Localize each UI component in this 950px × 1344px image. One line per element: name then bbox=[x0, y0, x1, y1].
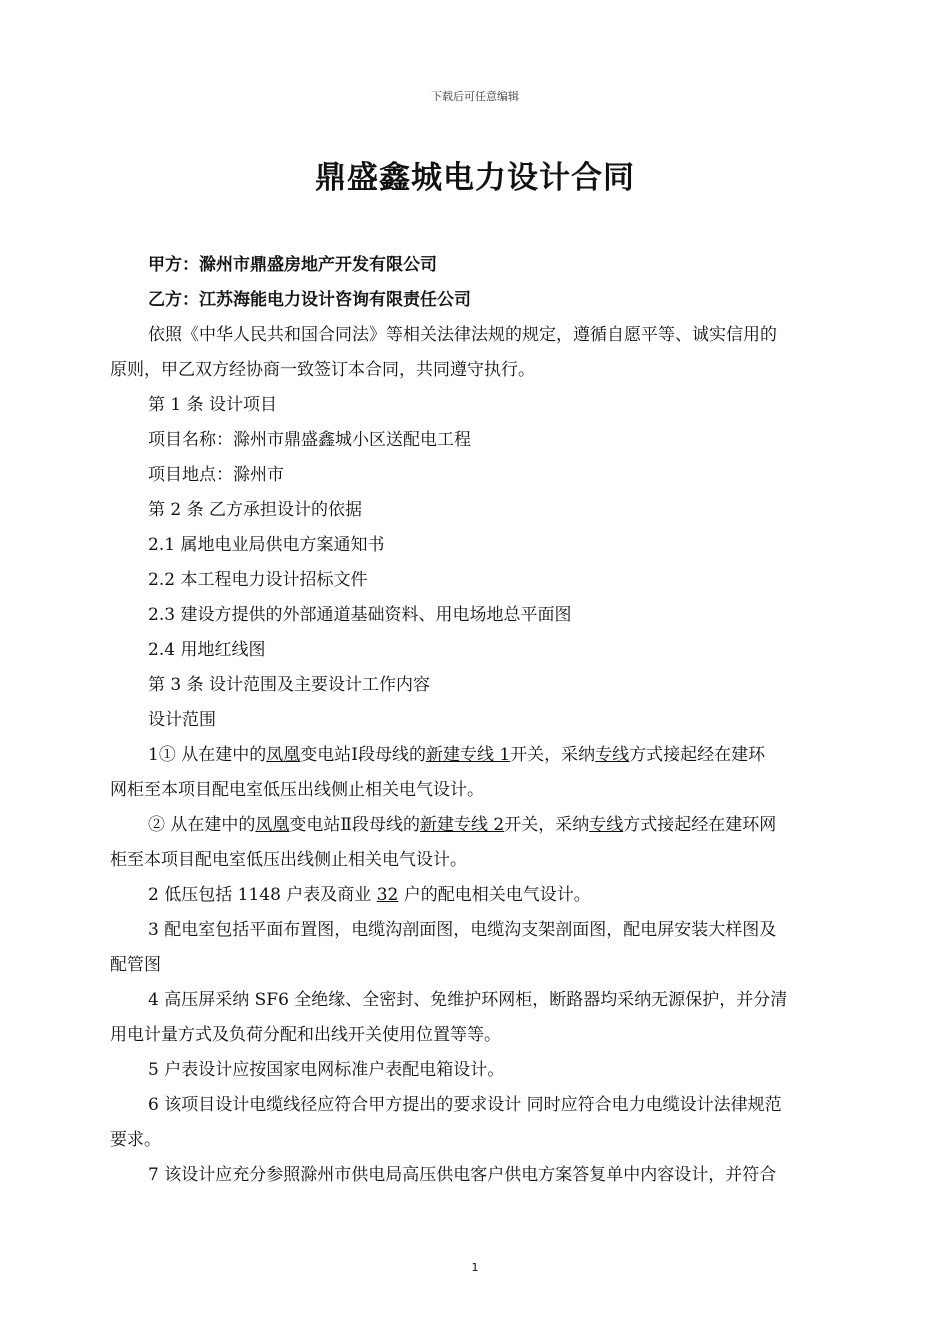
project-location: 项目地点：滁州市 bbox=[148, 465, 284, 485]
scope-item-1b-line-1 bbox=[110, 808, 858, 843]
basis-item-1: 2.1 属地电业局供电方案通知书 bbox=[148, 535, 385, 555]
project-name: 项目名称：滁州市鼎盛鑫城小区送配电工程 bbox=[148, 430, 471, 450]
text-segment: 开关，采纳 bbox=[504, 815, 590, 835]
scope-item-3-line-1: 3 配电室包括平面布置图，电缆沟剖面图，电缆沟支架剖面图，配电屏安装大样图及 bbox=[148, 920, 777, 940]
text-segment: 变电站Ⅱ段母线的 bbox=[289, 815, 420, 835]
text-segment: 变电站Ⅰ段母线的 bbox=[300, 745, 426, 765]
scope-item-6-line-2: 要求。 bbox=[110, 1130, 161, 1150]
text-segment: 方式接起经在建环 bbox=[629, 745, 766, 765]
document-body bbox=[110, 248, 858, 1193]
underlined-text: 新建专线 1 bbox=[425, 745, 511, 765]
page-number: 1 bbox=[471, 1261, 479, 1274]
text-segment: 2 低压包括 1148 户表及商业 bbox=[148, 885, 377, 905]
party-b: 乙方：江苏海能电力设计咨询有限责任公司 bbox=[148, 290, 471, 310]
scope-item-1a-line-2: 网柜至本项目配电室低压出线侧止相关电气设计。 bbox=[110, 780, 484, 800]
article-2-title: 第 2 条 乙方承担设计的依据 bbox=[148, 500, 363, 520]
underlined-text: 专线 bbox=[589, 815, 624, 835]
basis-item-3: 2.3 建设方提供的外部通道基础资料、用电场地总平面图 bbox=[148, 605, 572, 625]
text-segment: ② 从在建中的 bbox=[148, 815, 256, 835]
scope-item-1b-line-2: 柜至本项目配电室低压出线侧止相关电气设计。 bbox=[110, 850, 467, 870]
document-title: 鼎盛鑫城电力设计合同 bbox=[315, 160, 635, 196]
intro-line-2: 原则，甲乙双方经协商一致签订本合同，共同遵守执行。 bbox=[110, 360, 535, 380]
scope-title: 设计范围 bbox=[148, 710, 216, 730]
header-note: 下载后可任意编辑 bbox=[431, 90, 519, 103]
scope-item-4-line-1: 4 高压屏采纳 SF6 全绝缘、全密封、免维护环网柜，断路器均采纳无源保护，并分清 bbox=[148, 990, 788, 1010]
text-segment: 户的配电相关电气设计。 bbox=[398, 885, 591, 905]
underlined-text: 凤凰 bbox=[255, 815, 290, 835]
underlined-text: 专线 bbox=[595, 745, 630, 765]
text-segment: 开关，采纳 bbox=[510, 745, 596, 765]
scope-item-7-line-1: 7 该设计应充分参照滁州市供电局高压供电客户供电方案答复单中内容设计，并符合 bbox=[148, 1165, 777, 1185]
scope-item-6-line-1: 6 该项目设计电缆线径应符合甲方提出的要求设计 同时应符合电力电缆设计法律规范 bbox=[148, 1095, 782, 1115]
text-segment: 1① 从在建中的 bbox=[148, 745, 267, 765]
underlined-text: 凤凰 bbox=[266, 745, 301, 765]
scope-item-3-line-2: 配管图 bbox=[110, 955, 161, 975]
intro-line-1: 依照《中华人民共和国合同法》等相关法律法规的规定，遵循自愿平等、诚实信用的 bbox=[148, 325, 777, 345]
basis-item-2: 2.2 本工程电力设计招标文件 bbox=[148, 570, 368, 590]
underlined-text: 新建专线 2 bbox=[419, 815, 505, 835]
scope-item-2 bbox=[110, 878, 858, 913]
scope-item-5: 5 户表设计应按国家电网标准户表配电箱设计。 bbox=[148, 1060, 505, 1080]
scope-item-4-line-2: 用电计量方式及负荷分配和出线开关使用位置等等。 bbox=[110, 1025, 501, 1045]
text-segment: 方式接起经在建环网 bbox=[623, 815, 777, 835]
scope-item-1a-line-1 bbox=[110, 738, 858, 773]
party-a: 甲方：滁州市鼎盛房地产开发有限公司 bbox=[148, 255, 437, 275]
basis-item-4: 2.4 用地红线图 bbox=[148, 640, 266, 660]
article-1-title: 第 1 条 设计项目 bbox=[148, 395, 278, 415]
article-3-title: 第 3 条 设计范围及主要设计工作内容 bbox=[148, 675, 431, 695]
underlined-text: 32 bbox=[376, 885, 399, 905]
